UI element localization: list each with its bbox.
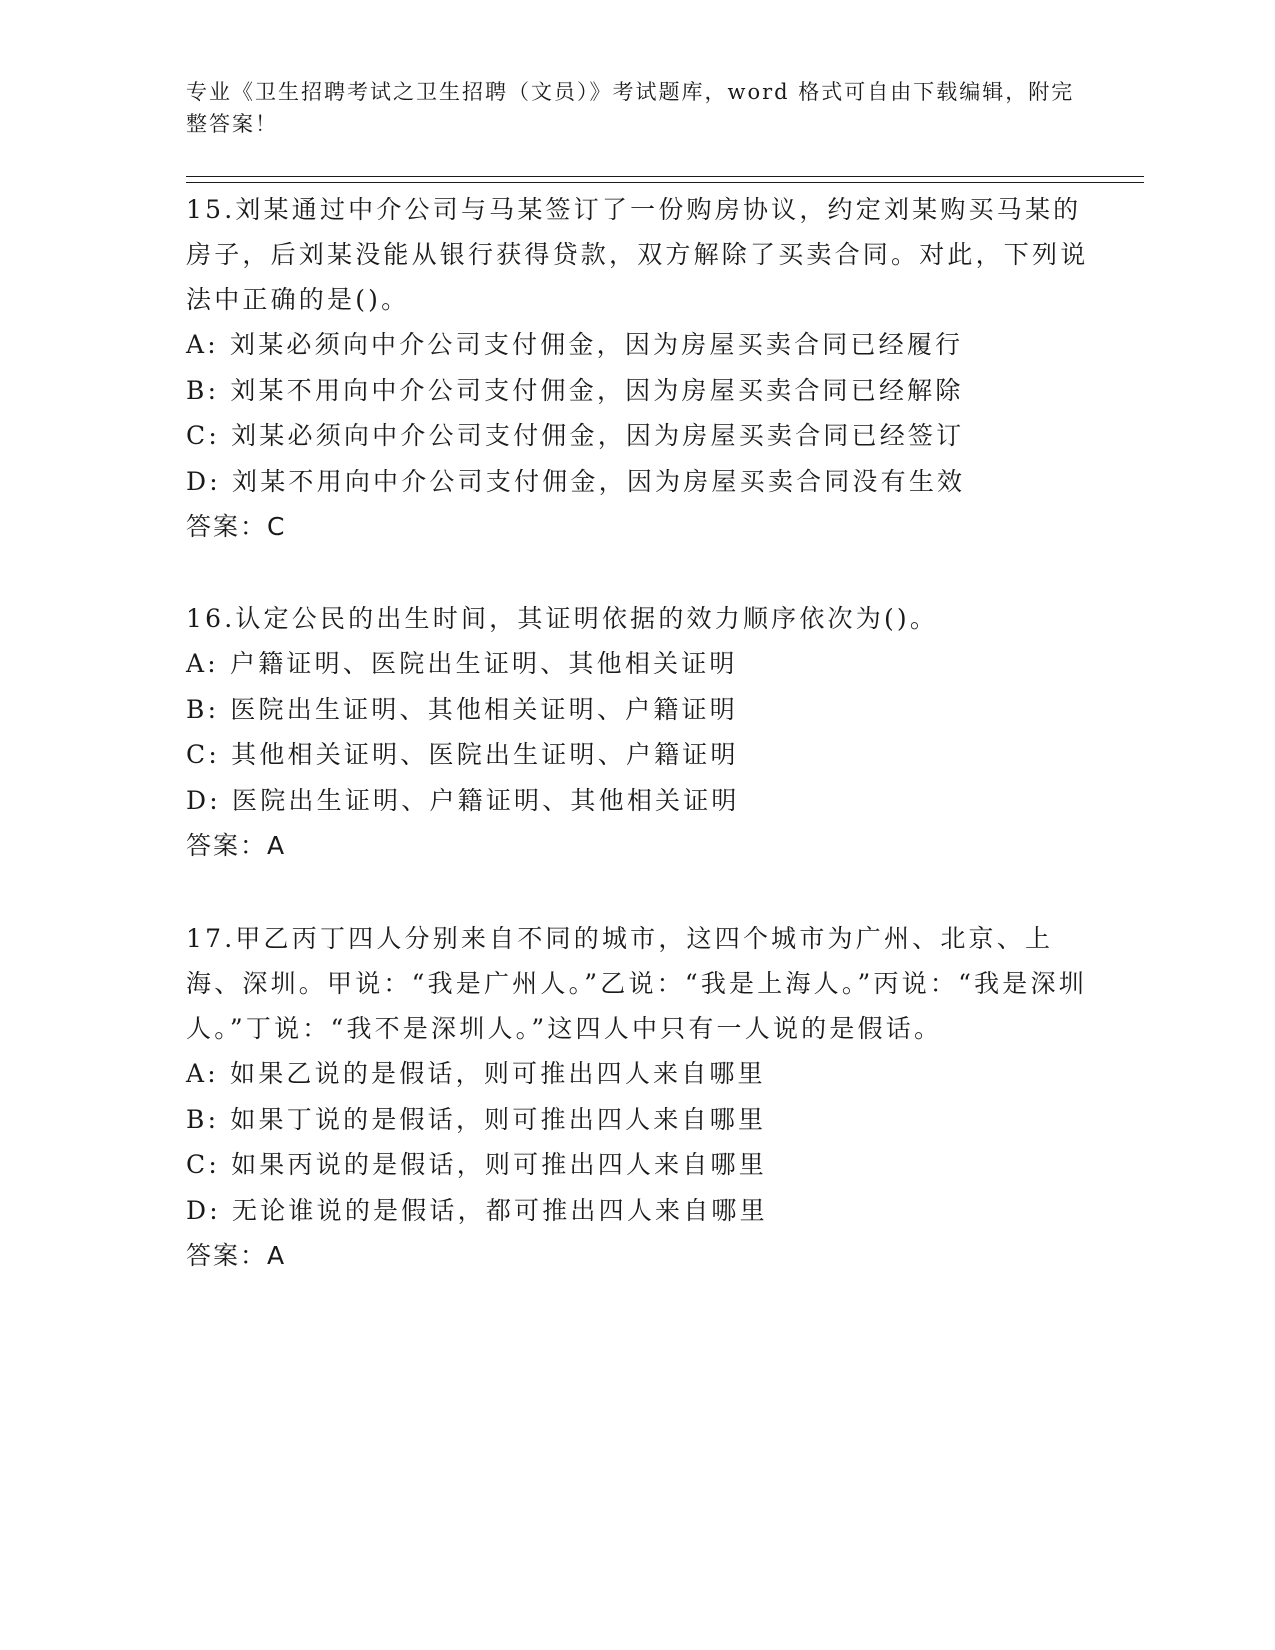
option-d: D: 医院出生证明、户籍证明、其他相关证明 [186, 785, 740, 815]
option-b: B: 刘某不用向中介公司支付佣金，因为房屋买卖合同已经解除 [186, 375, 964, 405]
option-c: C: 刘某必须向中介公司支付佣金，因为房屋买卖合同已经签订 [186, 421, 965, 450]
option-b: B: 如果丁说的是假话，则可推出四人来自哪里 [186, 1104, 767, 1134]
answer-label: 答案：A [186, 1241, 287, 1270]
option-b: B: 医院出生证明、其他相关证明、户籍证明 [186, 694, 738, 724]
option-d: D: 无论谁说的是假话，都可推出四人来自哪里 [186, 1195, 768, 1225]
option-c: C: 其他相关证明、医院出生证明、户籍证明 [186, 740, 739, 769]
answer-label: 答案：A [186, 831, 287, 860]
question-stem: 17.甲乙丙丁四人分别来自不同的城市，这四个城市为广州、北京、上海、深圳。甲说：“我是广州人。”乙说：“我是上海人。”丙说：“我是深圳人。”丁说：“我不是深圳人。”这四人中只有一人说的是假话。 [186, 924, 1087, 1043]
option-c: C: 如果丙说的是假话，则可推出四人来自哪里 [186, 1150, 767, 1179]
header-divider-top [186, 176, 1144, 177]
option-a: A: 户籍证明、医院出生证明、其他相关证明 [186, 649, 738, 678]
question-stem: 15.刘某通过中介公司与马某签订了一份购房协议，约定刘某购买马某的房子，后刘某没能从银行获得贷款，双方解除了买卖合同。对此，下列说法中正确的是()。 [186, 195, 1089, 314]
document-header: 专业《卫生招聘考试之卫生招聘（文员）》考试题库，word 格式可自由下载编辑，附完整答案！ [186, 80, 1075, 136]
question-16 [186, 596, 1106, 869]
header-divider-bottom [186, 182, 1144, 183]
option-a: A: 如果乙说的是假话，则可推出四人来自哪里 [186, 1059, 766, 1088]
question-15 [186, 187, 1106, 550]
option-d: D: 刘某不用向中介公司支付佣金，因为房屋买卖合同没有生效 [186, 466, 966, 496]
question-17 [186, 916, 1106, 1279]
option-a: A: 刘某必须向中介公司支付佣金，因为房屋买卖合同已经履行 [186, 330, 964, 359]
question-stem: 16.认定公民的出生时间，其证明依据的效力顺序依次为()。 [186, 604, 939, 633]
answer-label: 答案：C [186, 512, 287, 541]
